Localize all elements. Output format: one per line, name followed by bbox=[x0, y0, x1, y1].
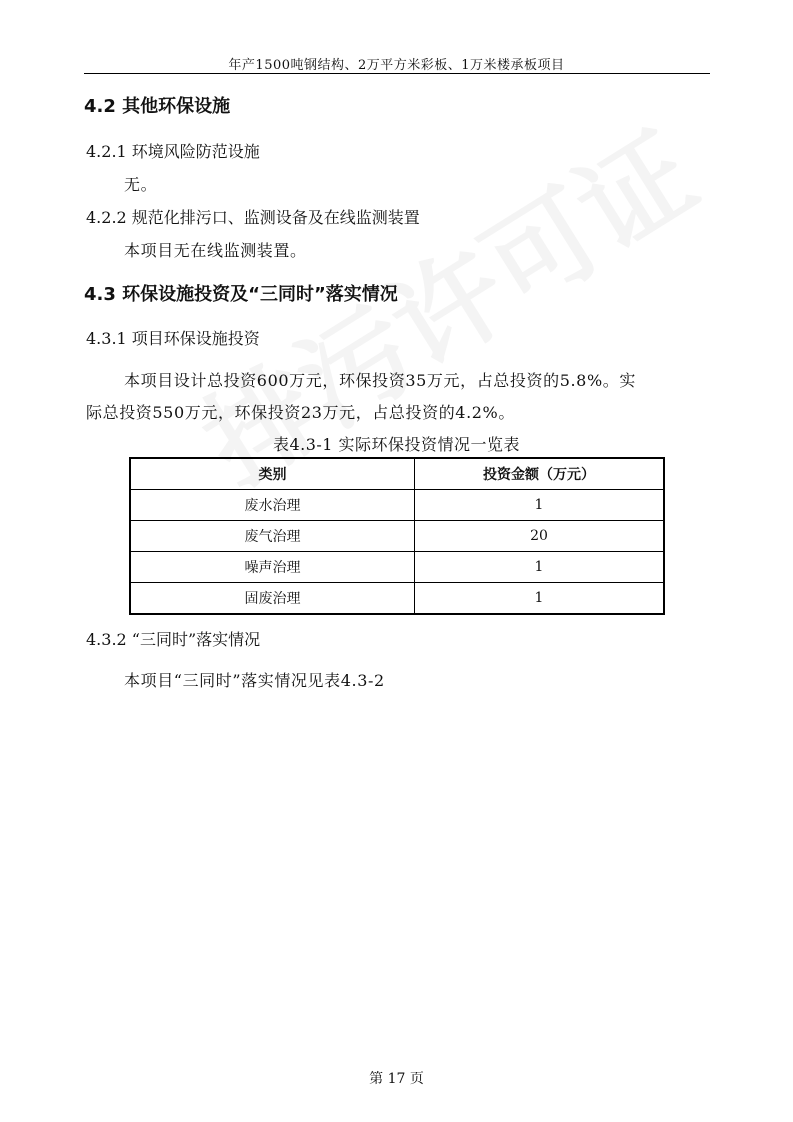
header-divider bbox=[84, 73, 710, 74]
table-cell-amount: 1 bbox=[415, 583, 665, 615]
page-header: 年产1500吨钢结构、2万平方米彩板、1万米楼承板项目 bbox=[228, 58, 565, 73]
table-header-row bbox=[130, 458, 664, 490]
table-header-amount: 投资金额（万元） bbox=[415, 458, 665, 490]
section-4-3-1-body-line2: 际总投资550万元，环保投资23万元，占总投资的4.2%。 bbox=[86, 403, 515, 422]
page-number: 第 17 页 bbox=[369, 1071, 424, 1087]
section-4-3-1-body-line1: 本项目设计总投资600万元，环保投资35万元，占总投资的5.8%。实 bbox=[124, 371, 636, 390]
table-cell-amount: 20 bbox=[415, 521, 665, 552]
section-4-3-1-heading: 4.3.1 项目环保设施投资 bbox=[86, 329, 260, 348]
table-cell-category: 废水治理 bbox=[130, 490, 415, 521]
table-cell-amount: 1 bbox=[415, 490, 665, 521]
table-cell-category: 固废治理 bbox=[130, 583, 415, 615]
table-cell-category: 废气治理 bbox=[130, 521, 415, 552]
section-4-2-heading: 4.2 其他环保设施 bbox=[84, 96, 231, 117]
section-4-3-2-body: 本项目“三同时”落实情况见表4.3-2 bbox=[124, 671, 385, 690]
table-header-category: 类别 bbox=[130, 458, 415, 490]
section-4-3-2-heading: 4.3.2 “三同时”落实情况 bbox=[86, 630, 261, 649]
section-4-3-heading: 4.3 环保设施投资及“三同时”落实情况 bbox=[84, 284, 398, 305]
table-row bbox=[130, 583, 664, 615]
table-row bbox=[130, 552, 664, 583]
table-row bbox=[130, 521, 664, 552]
section-4-2-2-body: 本项目无在线监测装置。 bbox=[124, 241, 307, 260]
investment-table bbox=[129, 457, 665, 615]
table-caption: 表4.3-1 实际环保投资情况一览表 bbox=[272, 435, 521, 454]
table-row bbox=[130, 490, 664, 521]
section-4-2-1-heading: 4.2.1 环境风险防范设施 bbox=[86, 142, 260, 161]
section-4-2-2-heading: 4.2.2 规范化排污口、监测设备及在线监测装置 bbox=[86, 208, 420, 227]
table-cell-amount: 1 bbox=[415, 552, 665, 583]
section-4-2-1-body: 无。 bbox=[124, 175, 158, 194]
table-cell-category: 噪声治理 bbox=[130, 552, 415, 583]
